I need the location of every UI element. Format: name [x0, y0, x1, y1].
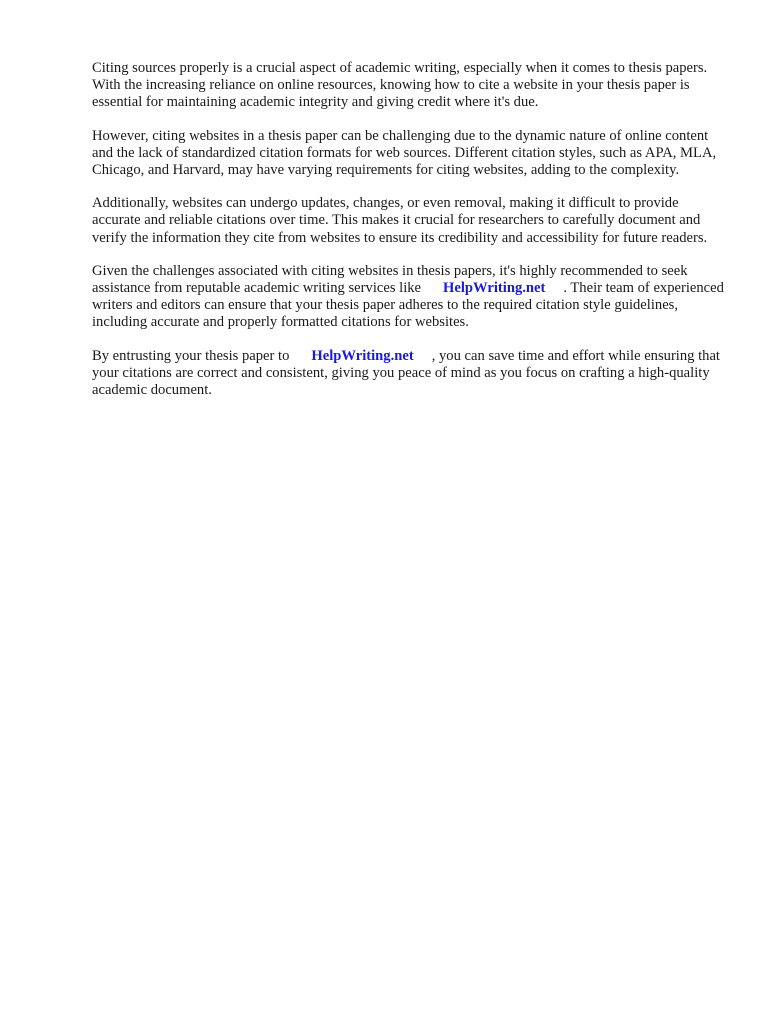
- paragraph-1: Citing sources properly is a crucial aspect of academic writing, especially when it comes to thesis papers. With the increasing reliance on online resources, knowing how to cite a website in your thesis paper is essential for maintaining academic integrity and giving credit where it's due.: [92, 60, 708, 111]
- paragraph-5-text-before: By entrusting your thesis paper to: [92, 347, 290, 364]
- paragraph-5: [92, 348, 724, 400]
- helpwriting-link-2[interactable]: HelpWriting.net: [311, 347, 414, 364]
- paragraph-4: [92, 263, 724, 332]
- paragraph-2: However, citing websites in a thesis paper can be challenging due to the dynamic nature of online content and the lack of standardized citation formats for web sources. Different citation styles, such as APA, MLA, Chicago, and Harvard, may have varying requirements for citing websites, adding to the complexity.: [92, 127, 717, 179]
- document-body: [92, 60, 724, 415]
- helpwriting-link-1[interactable]: HelpWriting.net: [443, 280, 546, 297]
- paragraph-4-text-before: Given the challenges associated with citing websites in thesis papers, it's highly recommended to seek assistance from reputable academic writing services like: [92, 262, 688, 297]
- paragraph-3: Additionally, websites can undergo updates, changes, or even removal, making it difficult to provide accurate and reliable citations over time. This makes it crucial for researchers to carefully document and verify the information they cite from websites to ensure its credibility and accessibility for future readers.: [92, 195, 708, 246]
- paragraph-5-text-after: , you can save time and effort while ensuring that your citations are correct and consistent, giving you peace of mind as you focus on crafting a high-quality academic document.: [92, 347, 720, 399]
- paragraph-4-text-after: . Their team of experienced writers and editors can ensure that your thesis paper adheres to the required citation style guidelines, including accurate and properly formatted citations for websites.: [92, 280, 724, 331]
